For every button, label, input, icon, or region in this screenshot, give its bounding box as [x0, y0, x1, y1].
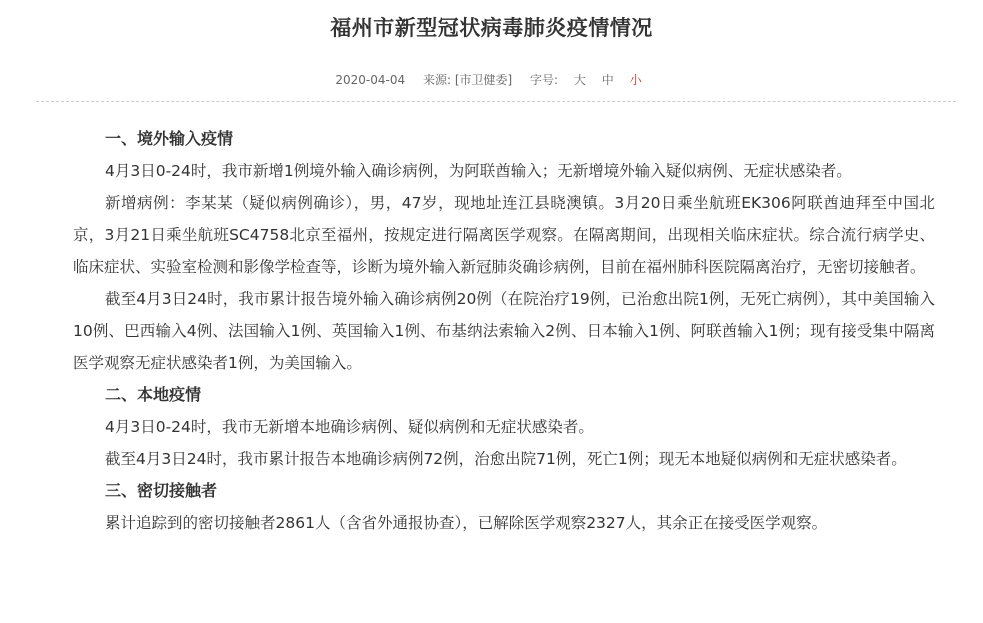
paragraph: 截至4月3日24时，我市累计报告境外输入确诊病例20例（在院治疗19例，已治愈出院1例，无死亡病例），其中美国输入10例、巴西输入4例、法国输入1例、英国输入1例、布基纳法索输入2例、日本输入1例、阿联酋输入1例；现有接受集中隔离医学观察无症状感染者1例，为美国输入。 [73, 290, 935, 372]
publish-date: 2020-04-04 [335, 73, 406, 87]
paragraph: 新增病例：李某某（疑似病例确诊），男，47岁，现地址连江县晓澳镇。3月20日乘坐航班EK306阿联酋迪拜至中国北京，3月21日乘坐航班SC4758北京至福州，按规定进行隔离医学观察。在隔离期间，出现相关临床症状。综合流行病学史、临床症状、实验室检测和影像学检查等，诊断为境外输入新冠肺炎确诊病例，目前在福州肺科医院隔离治疗，无密切接触者。 [73, 194, 935, 276]
dashed-divider [36, 101, 956, 102]
font-size-label: 字号: [530, 73, 559, 87]
paragraph: 4月3日0-24时，我市无新增本地确诊病例、疑似病例和无症状感染者。 [105, 418, 594, 436]
section-heading-close-contacts: 三、密切接触者 [105, 481, 218, 500]
section-heading-overseas: 一、境外输入疫情 [105, 129, 234, 148]
article-meta [0, 70, 983, 90]
page-title: 福州市新型冠状病毒肺炎疫情情况 [330, 16, 653, 40]
font-size-small-button[interactable]: 小 [629, 73, 642, 87]
paragraph: 累计追踪到的密切接触者2861人（含省外通报协查），已解除医学观察2327人，其余正在接受医学观察。 [105, 514, 828, 532]
article-body [73, 123, 935, 539]
font-size-large-button[interactable]: 大 [573, 73, 586, 87]
section-heading-local: 二、本地疫情 [105, 385, 202, 404]
paragraph: 4月3日0-24时，我市新增1例境外输入确诊病例，为阿联酋输入；无新增境外输入疑似病例、无症状感染者。 [105, 162, 852, 180]
paragraph: 截至4月3日24时，我市累计报告本地确诊病例72例，治愈出院71例，死亡1例；现无本地疑似病例和无症状感染者。 [105, 450, 907, 468]
font-size-medium-button[interactable]: 中 [601, 73, 614, 87]
article-source: 来源: [市卫健委] [422, 73, 513, 87]
